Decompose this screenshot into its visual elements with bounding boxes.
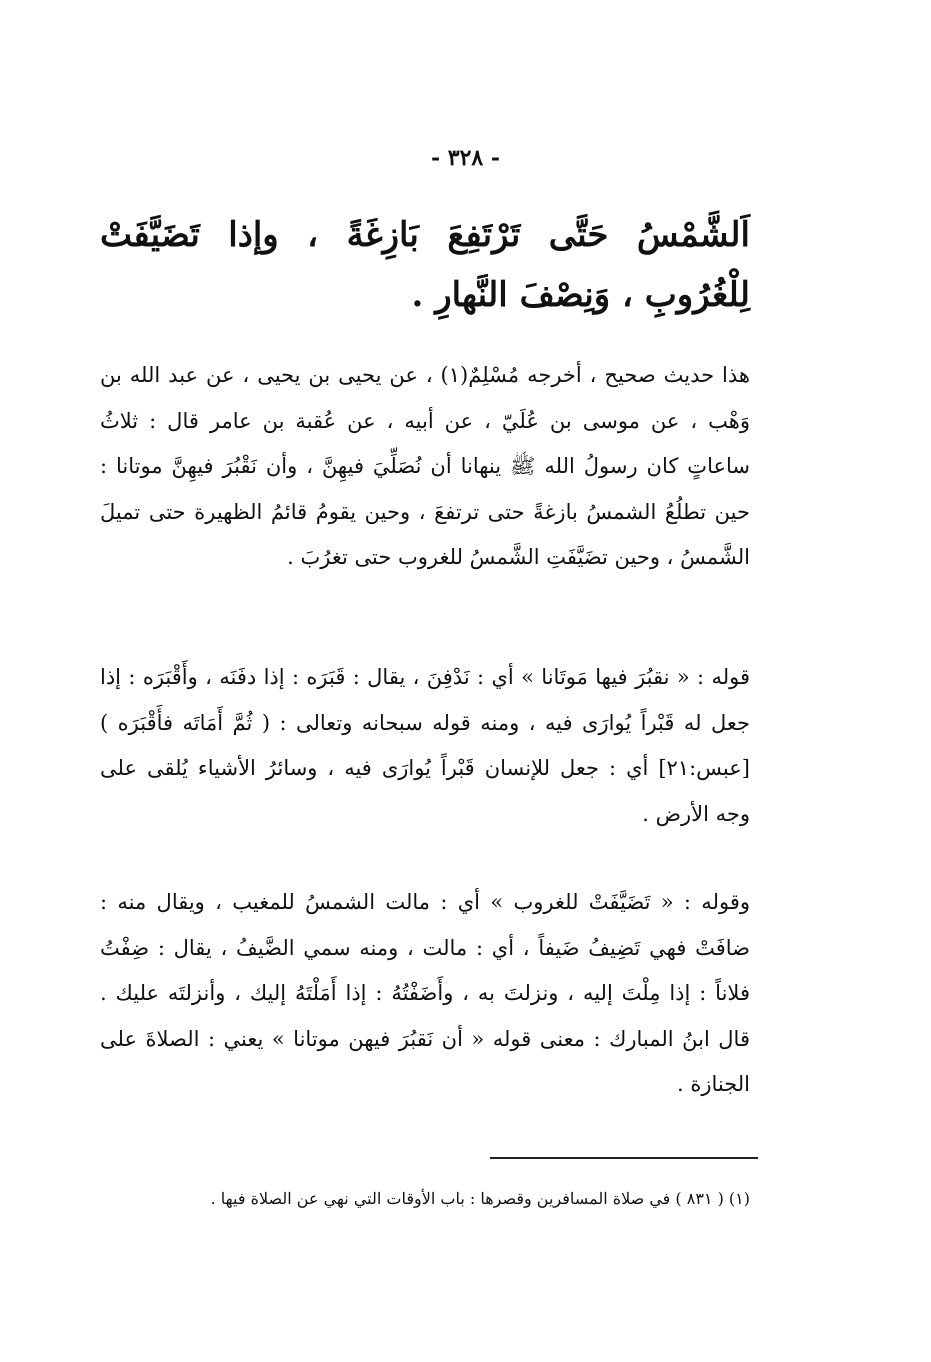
footnote: (١) ( ٨٣١ ) في صلاة المسافرين وقصرها : باب الأوقات التي نهي عن الصلاة فيها . — [210, 1189, 750, 1208]
hadith-text: اَلشَّمْسُ حَتَّى تَرْتَفِعَ بَازِغَةً ، وإذا تَضَيَّفَتْ لِلْغُرُوبِ ، وَنِصْفَ النَّهارِ . — [100, 215, 750, 315]
commentary-paragraph-2: قوله : « نقبُرَ فيها مَوتَانا » أي : نَدْفِنَ ، يقال : قَبَرَه : إذا دفَنَه ، وأَقْبَرَه : إذا جعل له قَبْراً يُوارَى فيه ، ومنه قوله سبحانه وتعالى : ( ثُمَّ أَمَاتَه فأَقْبَرَه ) [عبس:٢١] أي : جعل للإنسان قَبْراً يُوارَى فيه ، وسائرُ الأشياء يُلقى على وجه الأرض . — [100, 665, 750, 826]
page-number: - ٣٢٨ - — [430, 145, 501, 171]
footnote-divider — [490, 1157, 758, 1159]
commentary-paragraph-3: وقوله : « تَضَيَّفَتْ للغروب » أي : مالت الشمسُ للمغيب ، ويقال منه : ضافَتْ فهي تَضِيفُ ضَيفاً ، أي : مالت ، ومنه سمي الضَّيفُ ، يقال : ضِفْتُ فلاناً : إذا مِلْتَ إليه ، ونزلتَ به ، وأَضَفْتُهُ : إذا أَمَلْتَهُ إليك ، وأنزلتَه عليك . قال ابنُ المبارك : معنى قوله « أن نَقبُرَ فيهن موتانا » يعني : الصلاةَ على الجنازة . — [100, 890, 750, 1096]
commentary-paragraph-1: هذا حديث صحيح ، أخرجه مُسْلِمٌ(١) ، عن يحيى بن يحيى ، عن عبد الله بن وَهْب ، عن موسى بن عُلَيّ ، عن أبيه ، عن عُقبة بن عامر قال : ثلاثُ ساعاتٍ كان رسولُ الله ﷺ ينهانا أن نُصَلِّيَ فيهِنَّ ، وأن نَقْبُرَ فيهِنَّ موتانا : حين تطلُعُ الشمسُ بازغةً حتى ترتفعَ ، وحين يقومُ قائمُ الظهيرة حتى تميلَ الشَّمسُ ، وحين تضَيَّفَتِ الشَّمسُ للغروب حتى تغرُبَ . — [100, 363, 750, 569]
